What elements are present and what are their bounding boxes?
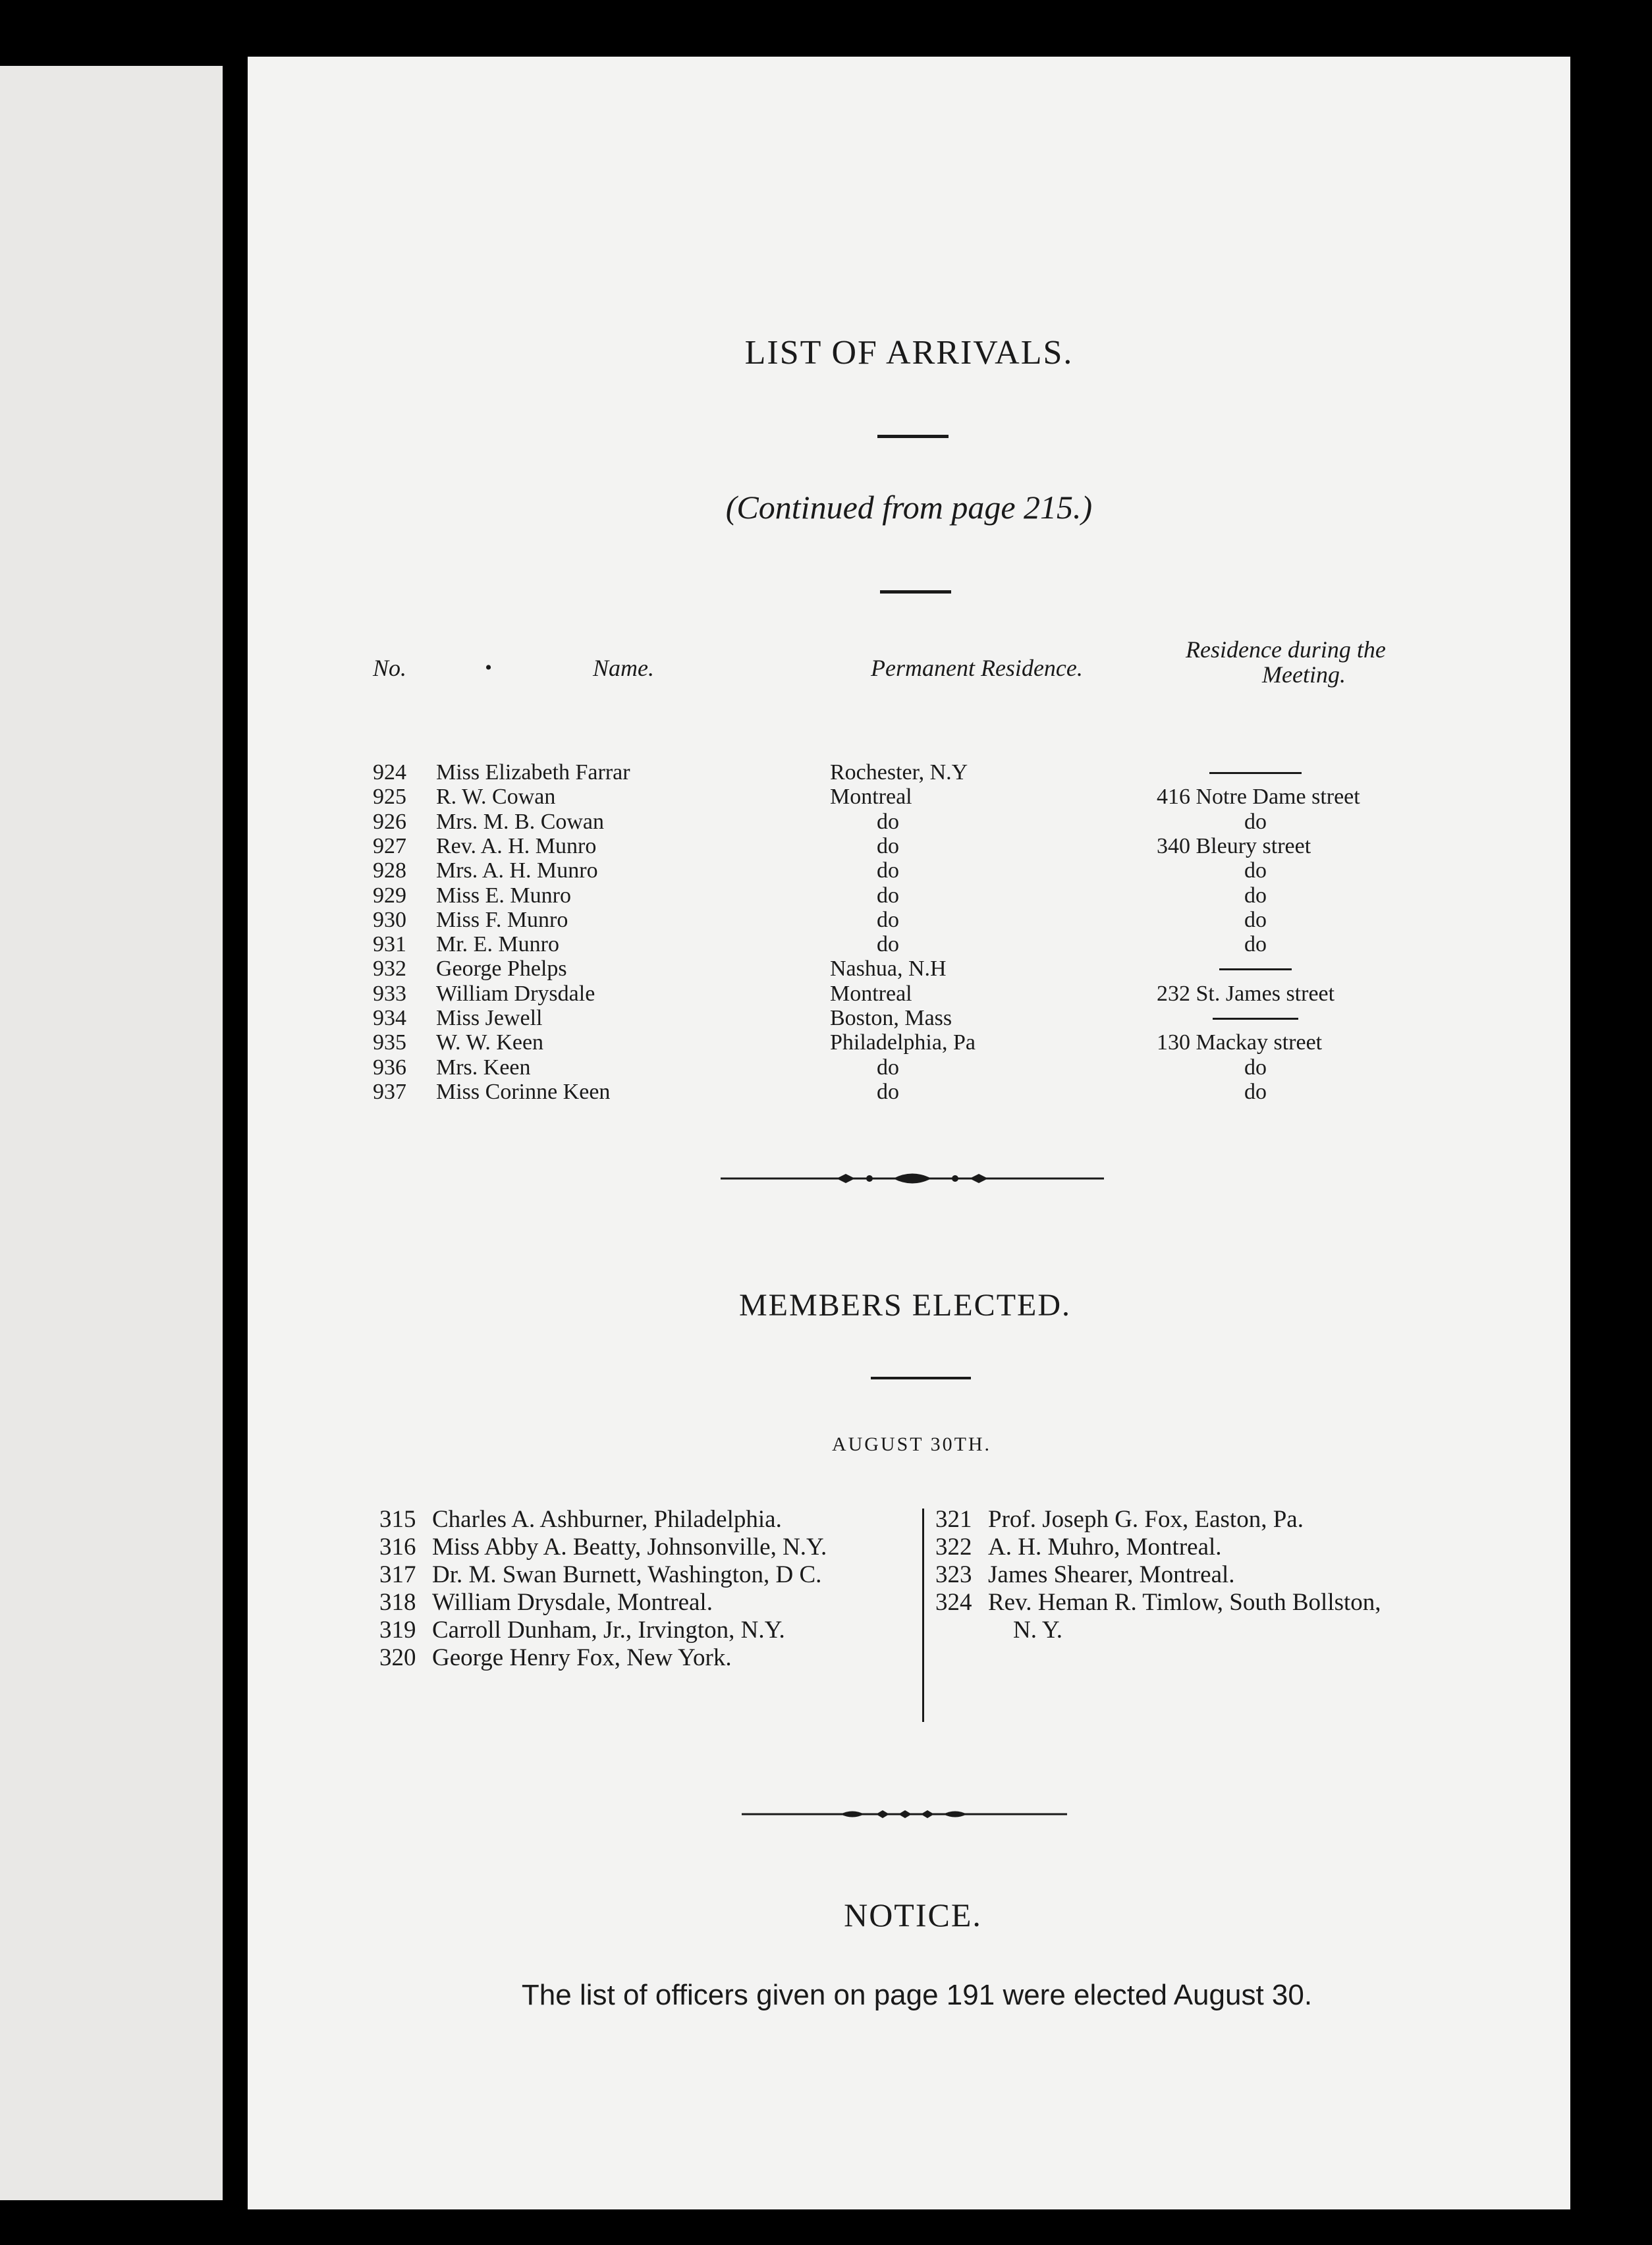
arrival-meeting-residence: do: [1244, 908, 1267, 932]
arrival-permanent-residence: Philadelphia, Pa: [830, 1030, 976, 1055]
arrival-name: R. W. Cowan: [436, 785, 556, 809]
arrival-name: Mrs. A. H. Munro: [436, 858, 598, 883]
member-name: Carroll Dunham, Jr., Irvington, N.Y.: [432, 1617, 785, 1644]
arrival-name: Miss F. Munro: [436, 908, 568, 932]
arrival-meeting-residence: 416 Notre Dame street: [1157, 785, 1360, 809]
member-number: 316: [379, 1534, 416, 1561]
arrival-name: Mrs. M. B. Cowan: [436, 810, 605, 834]
member-entry: [379, 1561, 827, 1589]
arrival-row: [248, 1030, 1570, 1055]
col-header-permanent: Permanent Residence.: [871, 655, 1083, 681]
arrival-meeting-residence: do: [1244, 932, 1267, 956]
arrival-number: 936: [373, 1055, 406, 1080]
col-header-name: Name.: [593, 655, 654, 681]
column-divider: [922, 1509, 924, 1722]
arrival-number: 929: [373, 883, 406, 908]
blank-dash: [1213, 1018, 1298, 1020]
member-number: 319: [379, 1617, 416, 1644]
col-header-no: No.: [373, 655, 407, 681]
member-name: Dr. M. Swan Burnett, Washington, D C.: [432, 1561, 822, 1588]
arrival-number: 927: [373, 834, 406, 858]
arrival-permanent-residence: Montreal: [830, 982, 912, 1006]
arrival-row: [248, 982, 1570, 1006]
arrival-permanent-residence: do: [877, 1055, 899, 1080]
member-entry: [379, 1644, 827, 1672]
arrival-meeting-residence: 130 Mackay street: [1157, 1030, 1323, 1055]
arrival-row: [248, 834, 1570, 858]
arrival-row: [248, 1080, 1570, 1104]
member-entry: [935, 1506, 1381, 1534]
arrival-permanent-residence: do: [877, 1080, 899, 1104]
arrival-name: Miss Elizabeth Farrar: [436, 760, 630, 785]
arrival-name: Mr. E. Munro: [436, 932, 559, 956]
member-number: 318: [379, 1589, 416, 1616]
arrival-permanent-residence: do: [877, 858, 899, 883]
arrival-permanent-residence: do: [877, 834, 899, 858]
member-entry: [935, 1617, 1381, 1644]
arrival-meeting-residence: do: [1244, 858, 1267, 883]
arrival-permanent-residence: Boston, Mass: [830, 1006, 952, 1030]
member-name: Miss Abby A. Beatty, Johnsonville, N.Y.: [432, 1534, 827, 1561]
arrival-name: Miss Corinne Keen: [436, 1080, 611, 1104]
arrival-row: [248, 810, 1570, 834]
col-header-meeting-line1: Residence during the: [1186, 636, 1386, 663]
arrival-number: 935: [373, 1030, 406, 1055]
arrival-name: Miss Jewell: [436, 1006, 543, 1030]
member-entry: [379, 1534, 827, 1561]
arrival-number: 928: [373, 858, 406, 883]
arrival-permanent-residence: do: [877, 908, 899, 932]
arrival-name: George Phelps: [436, 956, 567, 981]
members-rule: [871, 1377, 971, 1379]
member-number: 320: [379, 1644, 416, 1671]
arrival-row: [248, 932, 1570, 956]
arrival-name: Mrs. Keen: [436, 1055, 531, 1080]
arrival-row: [248, 883, 1570, 908]
notice-text: The list of officers given on page 191 were elected August 30.: [521, 1979, 1313, 2011]
arrival-meeting-residence: do: [1244, 1055, 1267, 1080]
arrival-number: 932: [373, 956, 406, 981]
arrival-row: [248, 760, 1570, 785]
member-entry: [935, 1589, 1381, 1617]
arrival-row: [248, 858, 1570, 883]
arrivals-title: LIST OF ARRIVALS.: [744, 334, 1074, 372]
arrival-number: 924: [373, 760, 406, 785]
arrival-row: [248, 1055, 1570, 1080]
member-name: Rev. Heman R. Timlow, South Bollston,: [988, 1589, 1381, 1616]
member-name: Charles A. Ashburner, Philadelphia.: [432, 1506, 782, 1533]
arrival-permanent-residence: Rochester, N.Y: [830, 760, 968, 785]
members-left-column: [379, 1506, 827, 1672]
arrival-number: 926: [373, 810, 406, 834]
arrival-permanent-residence: do: [877, 932, 899, 956]
member-number: 322: [935, 1534, 972, 1561]
member-name: George Henry Fox, New York.: [432, 1644, 732, 1671]
member-number: 323: [935, 1561, 972, 1588]
blank-dash: [1219, 968, 1292, 970]
arrival-row: [248, 785, 1570, 809]
arrival-number: 934: [373, 1006, 406, 1030]
document-page: [248, 57, 1570, 2209]
facing-page-edge: [0, 66, 223, 2200]
arrival-permanent-residence: do: [877, 883, 899, 908]
subtitle-rule: [880, 590, 951, 594]
member-entry: [379, 1589, 827, 1617]
arrival-row: [248, 908, 1570, 932]
arrival-meeting-residence: 232 St. James street: [1157, 982, 1335, 1006]
members-date: AUGUST 30TH.: [831, 1433, 992, 1455]
arrival-meeting-residence: do: [1244, 1080, 1267, 1104]
col-header-meeting-line2: Meeting.: [1262, 661, 1346, 688]
members-right-column: [935, 1506, 1381, 1644]
arrival-number: 933: [373, 982, 406, 1006]
notice-title: NOTICE.: [844, 1897, 982, 1933]
arrival-permanent-residence: Montreal: [830, 785, 912, 809]
arrival-number: 937: [373, 1080, 406, 1104]
arrival-permanent-residence: do: [877, 810, 899, 834]
arrival-name: W. W. Keen: [436, 1030, 544, 1055]
decorative-flourish: [721, 1169, 1104, 1188]
col-header-dot: •: [485, 657, 492, 679]
member-number: 315: [379, 1506, 416, 1533]
arrival-row: [248, 956, 1570, 981]
arrival-name: William Drysdale: [436, 982, 595, 1006]
arrival-row: [248, 1006, 1570, 1030]
arrival-number: 925: [373, 785, 406, 809]
arrival-meeting-residence: 340 Bleury street: [1157, 834, 1311, 858]
member-number: 324: [935, 1589, 972, 1616]
member-name: William Drysdale, Montreal.: [432, 1589, 713, 1616]
member-name: Prof. Joseph G. Fox, Easton, Pa.: [988, 1506, 1304, 1533]
members-title: MEMBERS ELECTED.: [738, 1288, 1071, 1323]
arrival-name: Miss E. Munro: [436, 883, 571, 908]
member-number: 317: [379, 1561, 416, 1588]
arrival-number: 930: [373, 908, 406, 932]
decorative-flourish-2: [742, 1805, 1067, 1823]
member-name: N. Y.: [1013, 1617, 1063, 1644]
member-entry: [379, 1617, 827, 1644]
arrival-name: Rev. A. H. Munro: [436, 834, 597, 858]
member-entry: [935, 1534, 1381, 1561]
member-number: 321: [935, 1506, 972, 1533]
member-name: James Shearer, Montreal.: [988, 1561, 1235, 1588]
arrival-number: 931: [373, 932, 406, 956]
member-entry: [935, 1561, 1381, 1589]
arrival-meeting-residence: do: [1244, 810, 1267, 834]
member-entry: [379, 1506, 827, 1534]
arrival-meeting-residence: do: [1244, 883, 1267, 908]
arrivals-subtitle: (Continued from page 215.): [725, 489, 1093, 526]
blank-dash: [1209, 772, 1302, 774]
member-name: A. H. Muhro, Montreal.: [988, 1534, 1222, 1561]
title-rule: [877, 435, 949, 438]
arrival-permanent-residence: Nashua, N.H: [830, 956, 947, 981]
